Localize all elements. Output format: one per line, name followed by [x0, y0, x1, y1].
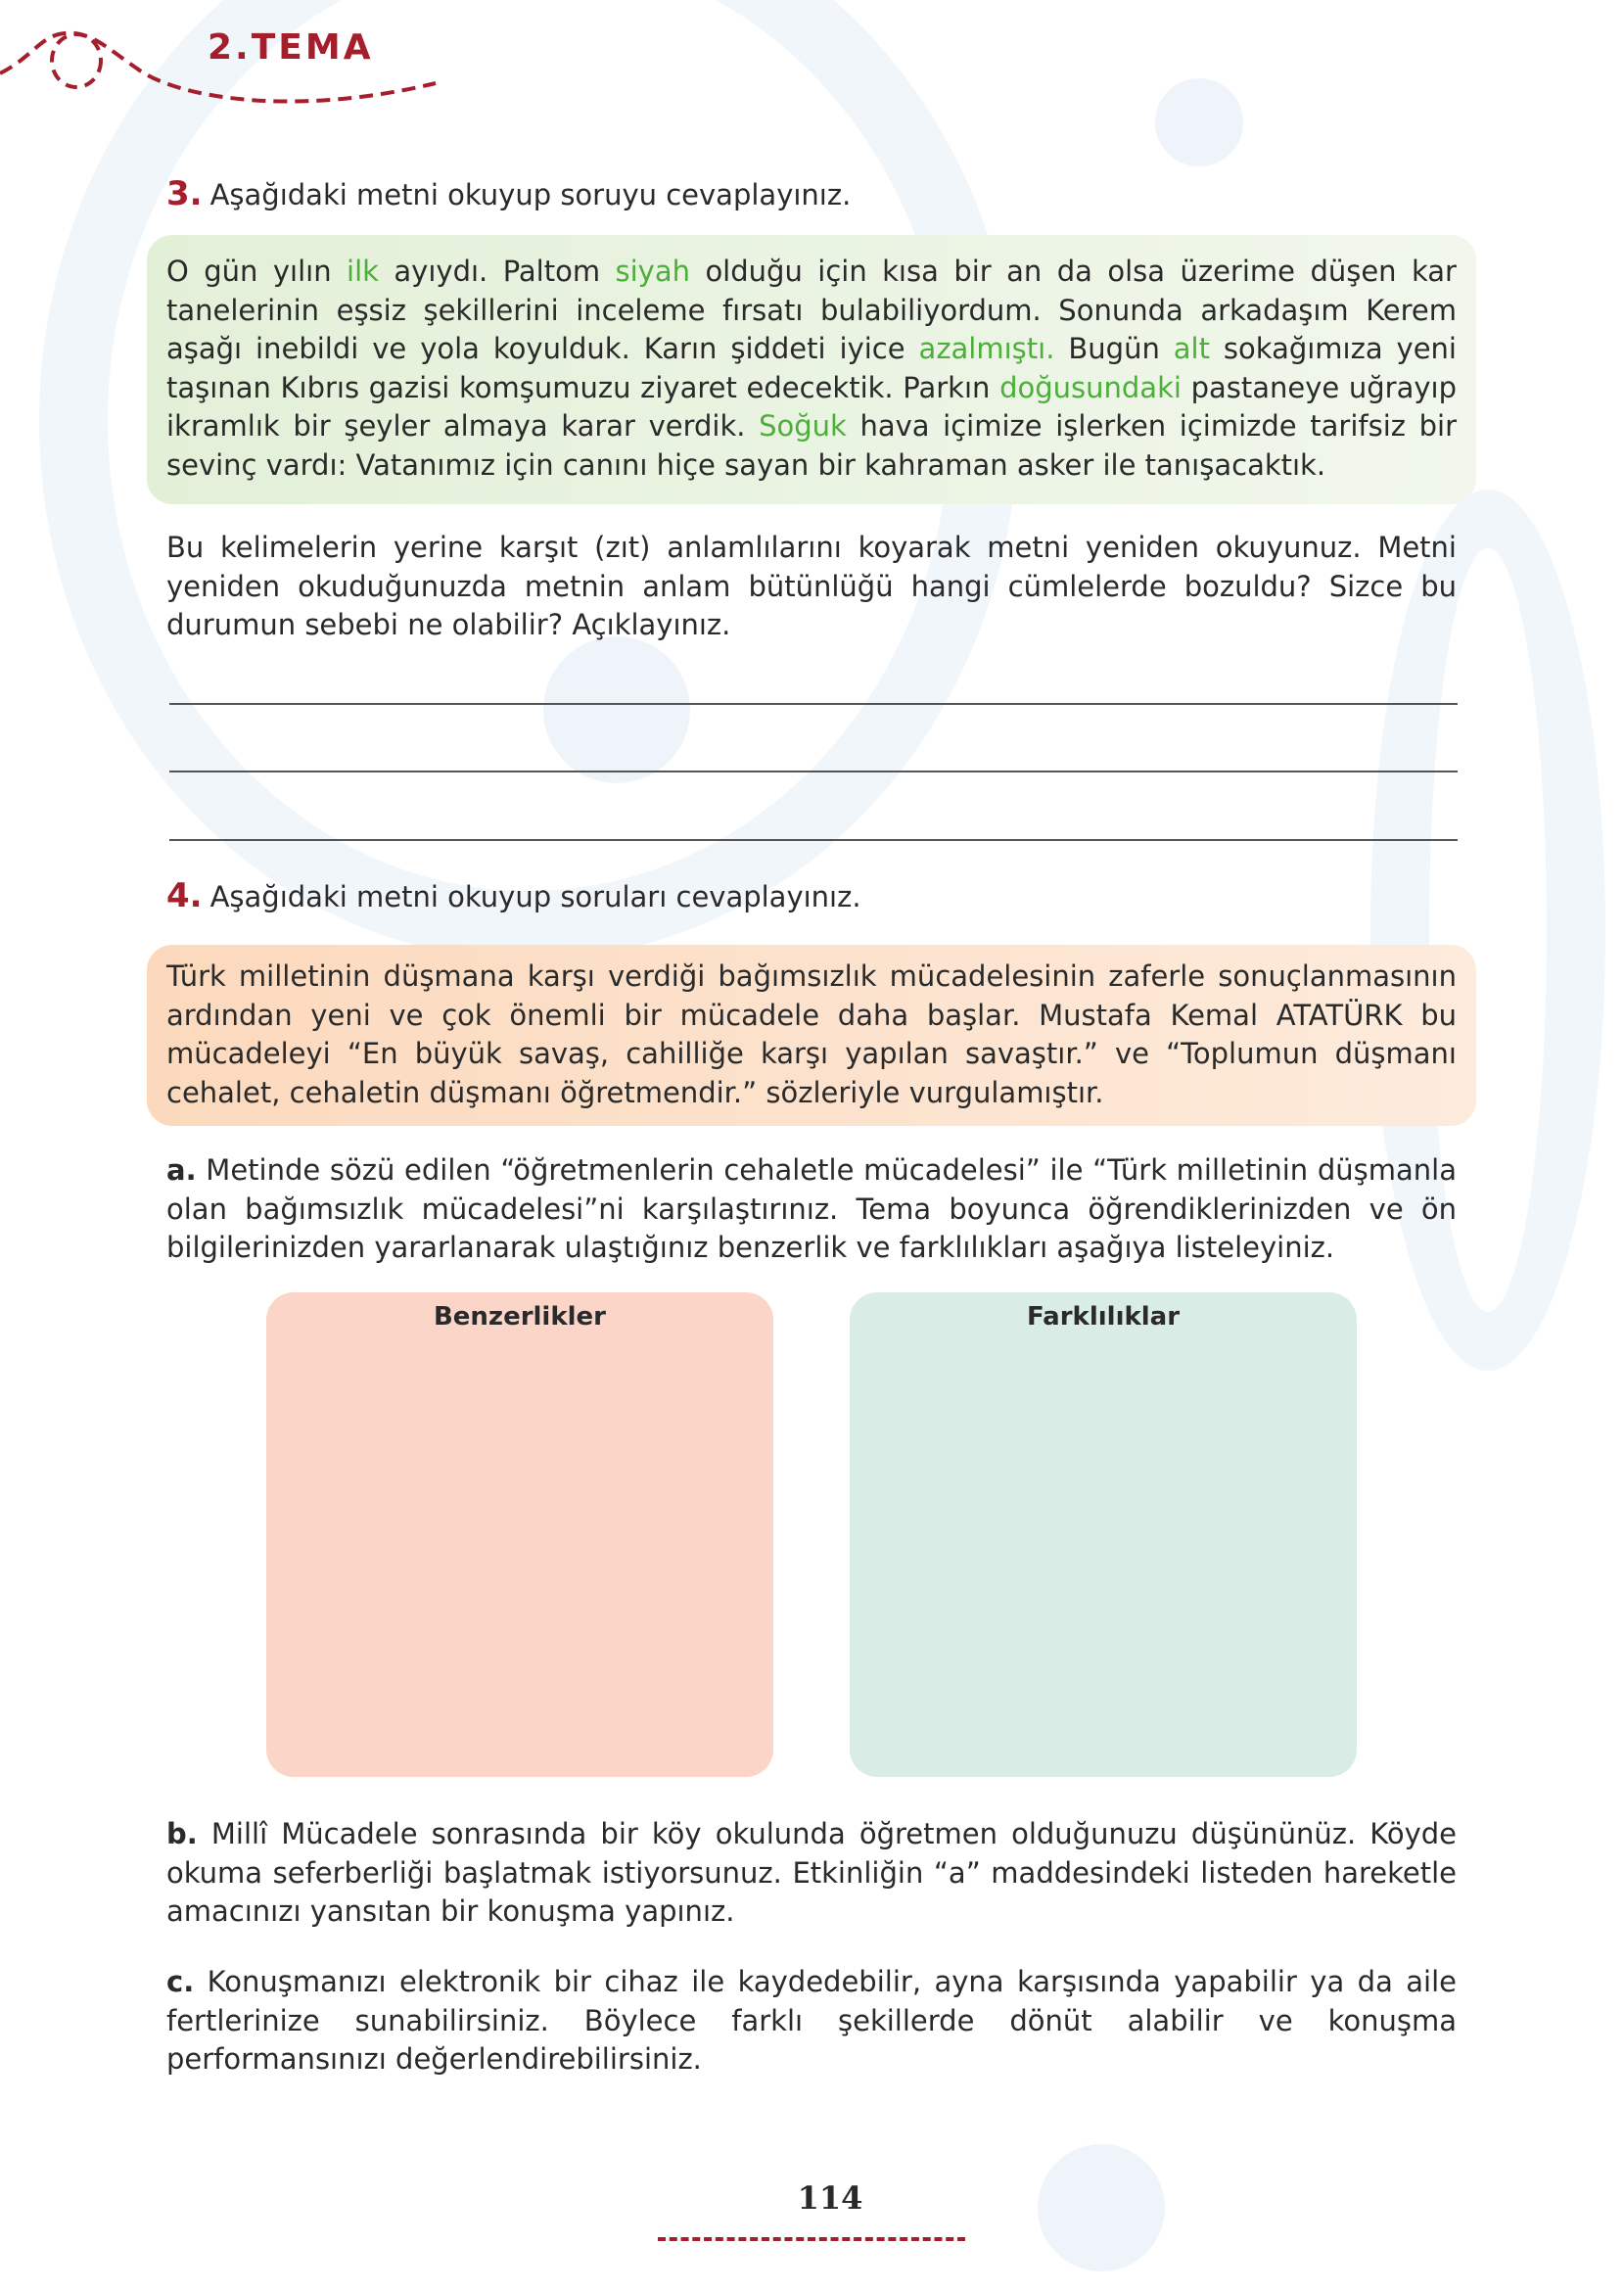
- highlighted-word: doğusundaki: [999, 370, 1182, 404]
- passage-text: [166, 253, 1457, 485]
- passage-segment: hava içimize işlerken içimizde tarifsiz bir sevinç vardı: Vatanımız için canını hiçe sayan bir kahraman asker ile tanışacaktık.: [166, 409, 1457, 482]
- highlighted-word: siyah: [615, 255, 690, 288]
- theme-title: 2.TEMA: [208, 27, 374, 68]
- question-instruction: Aşağıdaki metni okuyup soruyu cevaplayınız.: [209, 178, 852, 211]
- highlighted-word: ilk: [347, 255, 379, 288]
- item-a: [166, 1151, 1457, 1268]
- item-text: Metinde sözü edilen “öğretmenlerin cehaletle mücadelesi” ile “Türk milletinin düşmanla olan bağımsızlık mücadelesi”ni karşılaştırınız. Tema boyunca öğrendiklerinizden ve ön bilgilerinizden yararlanarak ulaştığınız benzerlik ve farklılıkları aşağıya listeleyiniz.: [166, 1153, 1458, 1264]
- item-b: [166, 1815, 1457, 1932]
- passage-text: Türk milletinin düşmana karşı verdiği bağımsızlık mücadelesinin zaferle sonuçlanmasının ardından yeni ve çok önemli bir mücadele daha başlar. Mustafa Kemal ATATÜRK bu mücadeleyi “En büyük savaş, cahilliğe karşı yapılan savaştır.” ve “Toplumun düşmanı cehalet, cehaletin düşmanı öğretmendir.” sözleriyle vurgulamıştır.: [166, 959, 1457, 1109]
- item-label: b.: [166, 1817, 198, 1850]
- page-number-underline: [658, 2237, 965, 2241]
- question-3-text: Bu kelimelerin yerine karşıt (zıt) anlamlılarını koyarak metni yeniden okuyunuz. Metni yeniden okuduğunuzda metnin anlam bütünlüğü hangi cümlelerde bozuldu? Sizce bu durumun sebebi ne olabilir? Açıklayınız.: [166, 531, 1457, 641]
- page-number: 114: [797, 2179, 863, 2217]
- answer-line[interactable]: [169, 839, 1458, 841]
- answer-line[interactable]: [169, 771, 1458, 772]
- passage-segment: olduğu için kısa bir an da olsa üzerime düşen kar tanelerinin eşsiz şekillerini inceleme fırsatı bulabiliyordum. Sonunda arkadaşım Kerem aşağı inebildi ve yola koyulduk. Karın şiddeti iyice: [166, 255, 1457, 365]
- passage-segment: Bugün: [1054, 332, 1174, 365]
- item-text: Konuşmanızı elektronik bir cihaz ile kaydedebilir, ayna karşısında yapabilir ya da aile fertlerinize sunabilirsiniz. Böylece farklı şekillerde dönüt alabilir ve konuşma performansınızı değerlendirebilirsiniz.: [166, 1965, 1457, 2076]
- highlighted-word: Soğuk: [759, 409, 847, 443]
- differences-box[interactable]: [850, 1292, 1357, 1777]
- passage-segment: ayıydı. Paltom: [378, 255, 616, 288]
- background-circle: [543, 636, 690, 783]
- question-number: 4.: [166, 876, 203, 915]
- highlighted-word: alt: [1173, 332, 1210, 365]
- question-3-heading: [166, 174, 851, 213]
- highlighted-word: azalmıştı.: [918, 332, 1055, 365]
- item-label: a.: [166, 1153, 197, 1187]
- similarities-box[interactable]: [266, 1292, 773, 1777]
- item-c: [166, 1963, 1457, 2080]
- question-number: 3.: [166, 174, 203, 213]
- similarities-heading: Benzerlikler: [433, 1302, 607, 1332]
- answer-line[interactable]: [169, 703, 1458, 705]
- passage-segment: pastaneye uğrayıp ikramlık bir şeyler almaya karar verdik.: [166, 370, 1458, 443]
- passage-segment: sokağımıza yeni taşınan Kıbrıs gazisi komşumuzu ziyaret edecektik. Parkın: [166, 332, 1457, 404]
- passage-segment: O gün yılın: [166, 255, 348, 288]
- item-text: Millî Mücadele sonrasında bir köy okulunda öğretmen olduğunuzu düşününüz. Köyde okuma seferberliği başlatmak istiyorsunuz. Etkinliğin “a” maddesindeki listeden hareketle amacınızı yansıtan bir konuşma yapınız.: [166, 1817, 1458, 1928]
- differences-heading: Farklılıklar: [1026, 1302, 1181, 1332]
- item-label: c.: [166, 1965, 195, 1998]
- question-4-heading: [166, 876, 861, 915]
- background-circle: [1155, 78, 1243, 166]
- question-instruction: Aşağıdaki metni okuyup soruları cevaplayınız.: [209, 880, 861, 913]
